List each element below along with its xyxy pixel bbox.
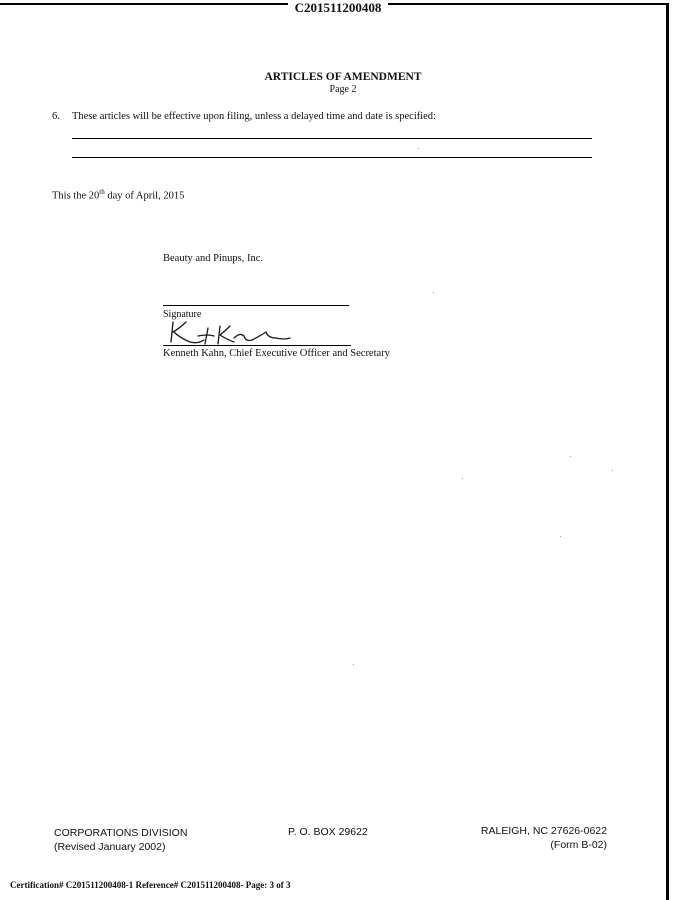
signer-name-title: Kenneth Kahn, Chief Executive Officer and Secretary (163, 348, 390, 359)
name-rule (163, 345, 351, 346)
document-title: ARTICLES OF AMENDMENT (264, 71, 422, 83)
scan-frame-right (666, 3, 669, 900)
scan-speck (560, 536, 561, 537)
scan-speck (418, 148, 419, 149)
scan-speck (433, 292, 434, 293)
scan-speck (462, 478, 463, 479)
item-number: 6. (52, 111, 60, 122)
footer-revision: (Revised January 2002) (54, 841, 166, 853)
footer-division (54, 826, 187, 854)
scan-speck (570, 456, 571, 457)
date-prefix: This the 20 (52, 190, 100, 202)
blank-line-1 (72, 138, 592, 139)
signature-label: Signature (163, 309, 202, 320)
certification-line: Certification# C201511200408-1 Reference# C201511200408- Page: 3 of 3 (10, 880, 291, 890)
company-name: Beauty and Pinups, Inc. (163, 253, 264, 264)
handwritten-signature (168, 318, 293, 348)
blank-line-2 (72, 157, 592, 158)
scan-speck (612, 470, 613, 471)
footer-city: RALEIGH, NC 27626-0622 (480, 825, 607, 837)
date-line (52, 188, 184, 202)
scan-speck (353, 664, 354, 665)
footer-address (470, 824, 607, 852)
document-number: C201511200408 (288, 0, 388, 16)
footer-division-name: CORPORATIONS DIVISION (54, 827, 188, 839)
footer-po-box: P. O. BOX 29622 (288, 826, 368, 838)
page-subtitle: Page 2 (329, 84, 357, 95)
footer-form-number: (Form B-02) (550, 839, 607, 851)
signature-rule (163, 305, 349, 306)
date-rest: day of April, 2015 (104, 190, 185, 202)
date-ordinal: th (99, 188, 105, 196)
item-text: These articles will be effective upon filing, unless a delayed time and date is specified: (72, 111, 436, 122)
